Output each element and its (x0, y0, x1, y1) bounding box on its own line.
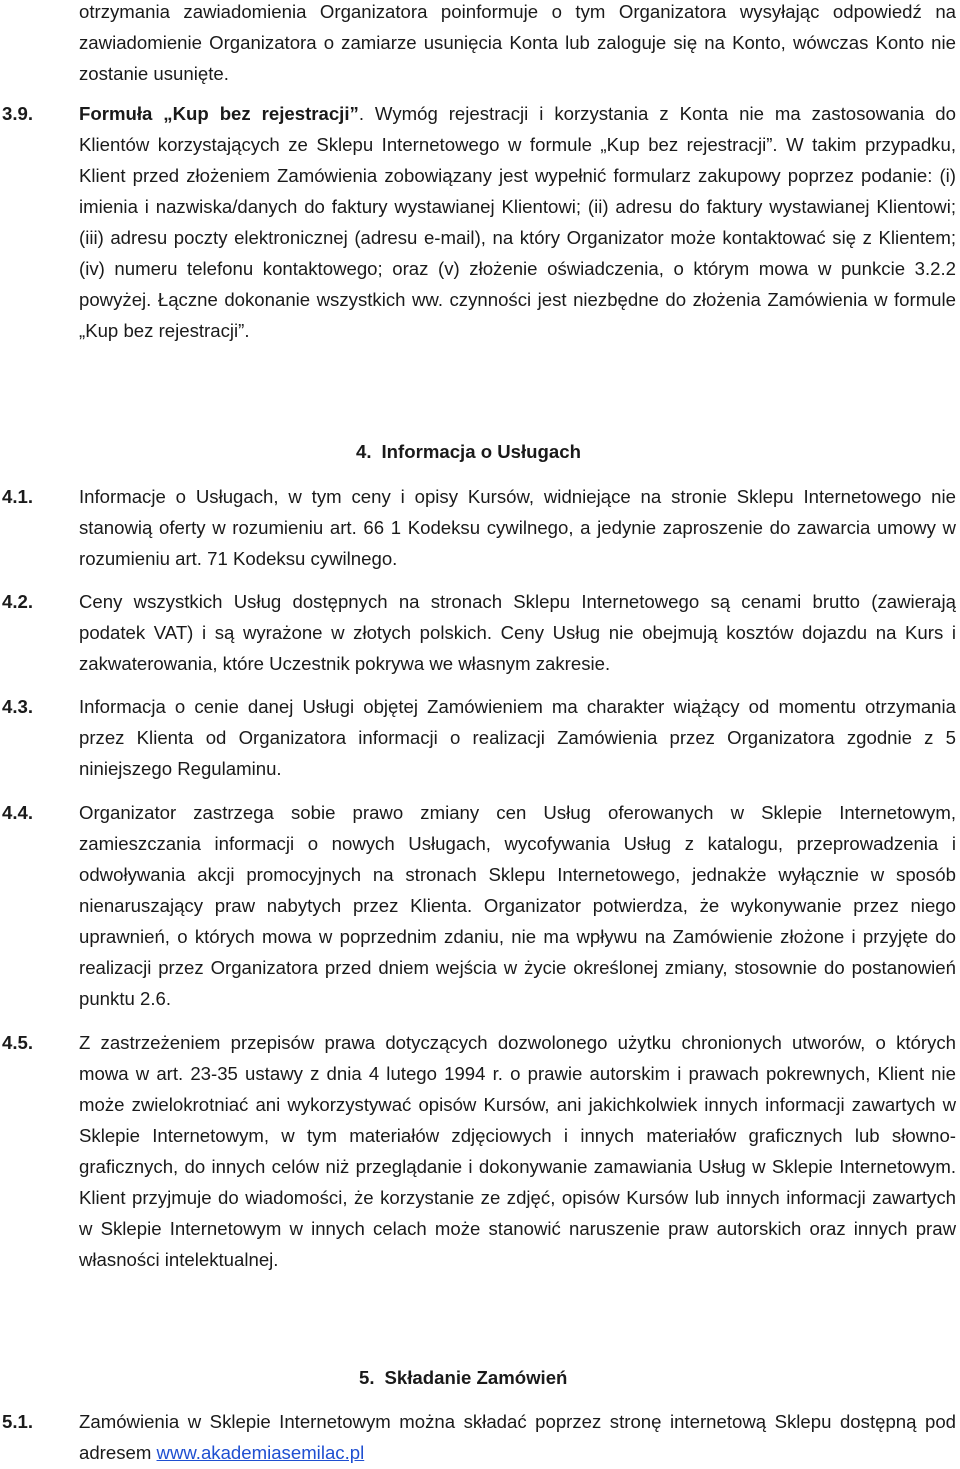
section-4-3: Informacja o cenie danej Usługi objętej Zamówieniem ma charakter wiążący od momentu otrzymania przez Klienta od Organizatora informacji o realizacji Zamówienia przez Organizatora zgodnie z 5 niniejszego Regulaminu. (79, 696, 956, 779)
section-number: 3.9. (2, 103, 34, 124)
section-4-4: Organizator zastrzega sobie prawo zmiany cen Usług oferowanych w Sklepie Internetowym, zamieszczania informacji o nowych Usługach, wycofywania Usług z katalogu, przeprowadzenia i odwoływania akcji promocyjnych na stronach Sklepu Internetowego, jednakże wyłącznie w sposób nienaruszający praw nabytych przez Klienta. Organizator potwierdza, że wykonywanie przez niego uprawnień, o których mowa w poprzednim zdaniu, nie ma wpływu na Zamówienie złożone i przyjęte do realizacji przez Organizatora przed dniem wejścia w życie określonej zmiany, stosownie do postanowień punktu 2.6. (79, 802, 956, 1009)
section-4-2: Ceny wszystkich Usług dostępnych na stronach Sklepu Internetowego są cenami brutto (zawierają podatek VAT) i są wyrażone w złotych polskich. Ceny Usług nie obejmują kosztów dojazdu na Kurs i zakwaterowania, które Uczestnik pokrywa we własnym zakresie. (79, 591, 956, 674)
heading-title: Informacja o Usługach (381, 441, 581, 462)
section-heading-4 (356, 436, 581, 467)
section-text: Zamówienia w Sklepie Internetowym można składać poprzez stronę internetową Sklepu dostępną pod adresem (79, 1411, 956, 1463)
section-text: . Wymóg rejestracji i korzystania z Konta nie ma zastosowania do Klientów korzystających ze Sklepu Internetowego w formule „Kup bez rejestracji”. W takim przypadku, Klient przed złożeniem Zamówienia zobowiązany jest wypełnić formularz zakupowy poprzez podanie: (i) imienia i nazwiska/danych do faktury wystawianej Klientowi; (ii) adresu do faktury wystawianej Klientowi; (iii) adresu poczty elektronicznej (adresu e-mail), na który Organizator może kontaktować się z Klientem; (iv) numeru telefonu kontaktowego; oraz (v) złożenie oświadczenia, o którym mowa w punkcie 3.2.2 powyżej. Łączne dokonanie wszystkich ww. czynności jest niezbędne do złożenia Zamówienia w formule „Kup bez rejestracji”. (79, 103, 956, 341)
section-number: 4.3. (2, 696, 34, 717)
heading-number: 4. (356, 441, 372, 462)
section-number: 4.2. (2, 591, 34, 612)
heading-title: Składanie Zamówień (384, 1367, 568, 1388)
section-title: Formuła „Kup bez rejestracji” (79, 103, 359, 124)
website-link[interactable]: www.akademiasemilac.pl (156, 1442, 365, 1463)
section-heading-5 (359, 1362, 567, 1393)
section-number: 5.1. (2, 1411, 34, 1432)
section-4-5: Z zastrzeżeniem przepisów prawa dotyczących dozwolonego użytku chronionych utworów, o których mowa w art. 23-35 ustawy z dnia 4 lutego 1994 r. o prawie autorskim i prawach pokrewnych, Klient nie może zwielokrotniać ani wykorzystywać opisów Kursów, ani jakichkolwiek innych informacji zawartych w Sklepie Internetowym, w tym materiałów zdjęciowych i innych materiałów graficznych lub słowno-graficznych, do innych celów niż przeglądanie i dokonywanie zamawiania Usług w Sklepie Internetowym. Klient przyjmuje do wiadomości, że korzystanie ze zdjęć, opisów Kursów lub innych informacji zawartych w Sklepie Internetowym w innych celach może stanowić naruszenie praw autorskich oraz innych praw własności intelektualnej. (79, 1032, 956, 1270)
section-4-1: Informacje o Usługach, w tym ceny i opisy Kursów, widniejące na stronie Sklepu Internetowego nie stanowią oferty w rozumieniu art. 66 1 Kodeksu cywilnego, a jedynie zaproszenie do zawarcia umowy w rozumieniu art. 71 Kodeksu cywilnego. (79, 486, 956, 569)
heading-number: 5. (359, 1367, 375, 1388)
section-number: 4.4. (2, 802, 34, 823)
section-3-9 (79, 98, 956, 346)
section-5-1 (79, 1406, 956, 1468)
paragraph-continuation: otrzymania zawiadomienia Organizatora poinformuje o tym Organizatora wysyłając odpowiedź na zawiadomienie Organizatora o zamiarze usunięcia Konta lub zaloguje się na Konto, wówczas Konto nie zostanie usunięte. (79, 1, 956, 84)
section-number: 4.5. (2, 1032, 34, 1053)
section-number: 4.1. (2, 486, 34, 507)
